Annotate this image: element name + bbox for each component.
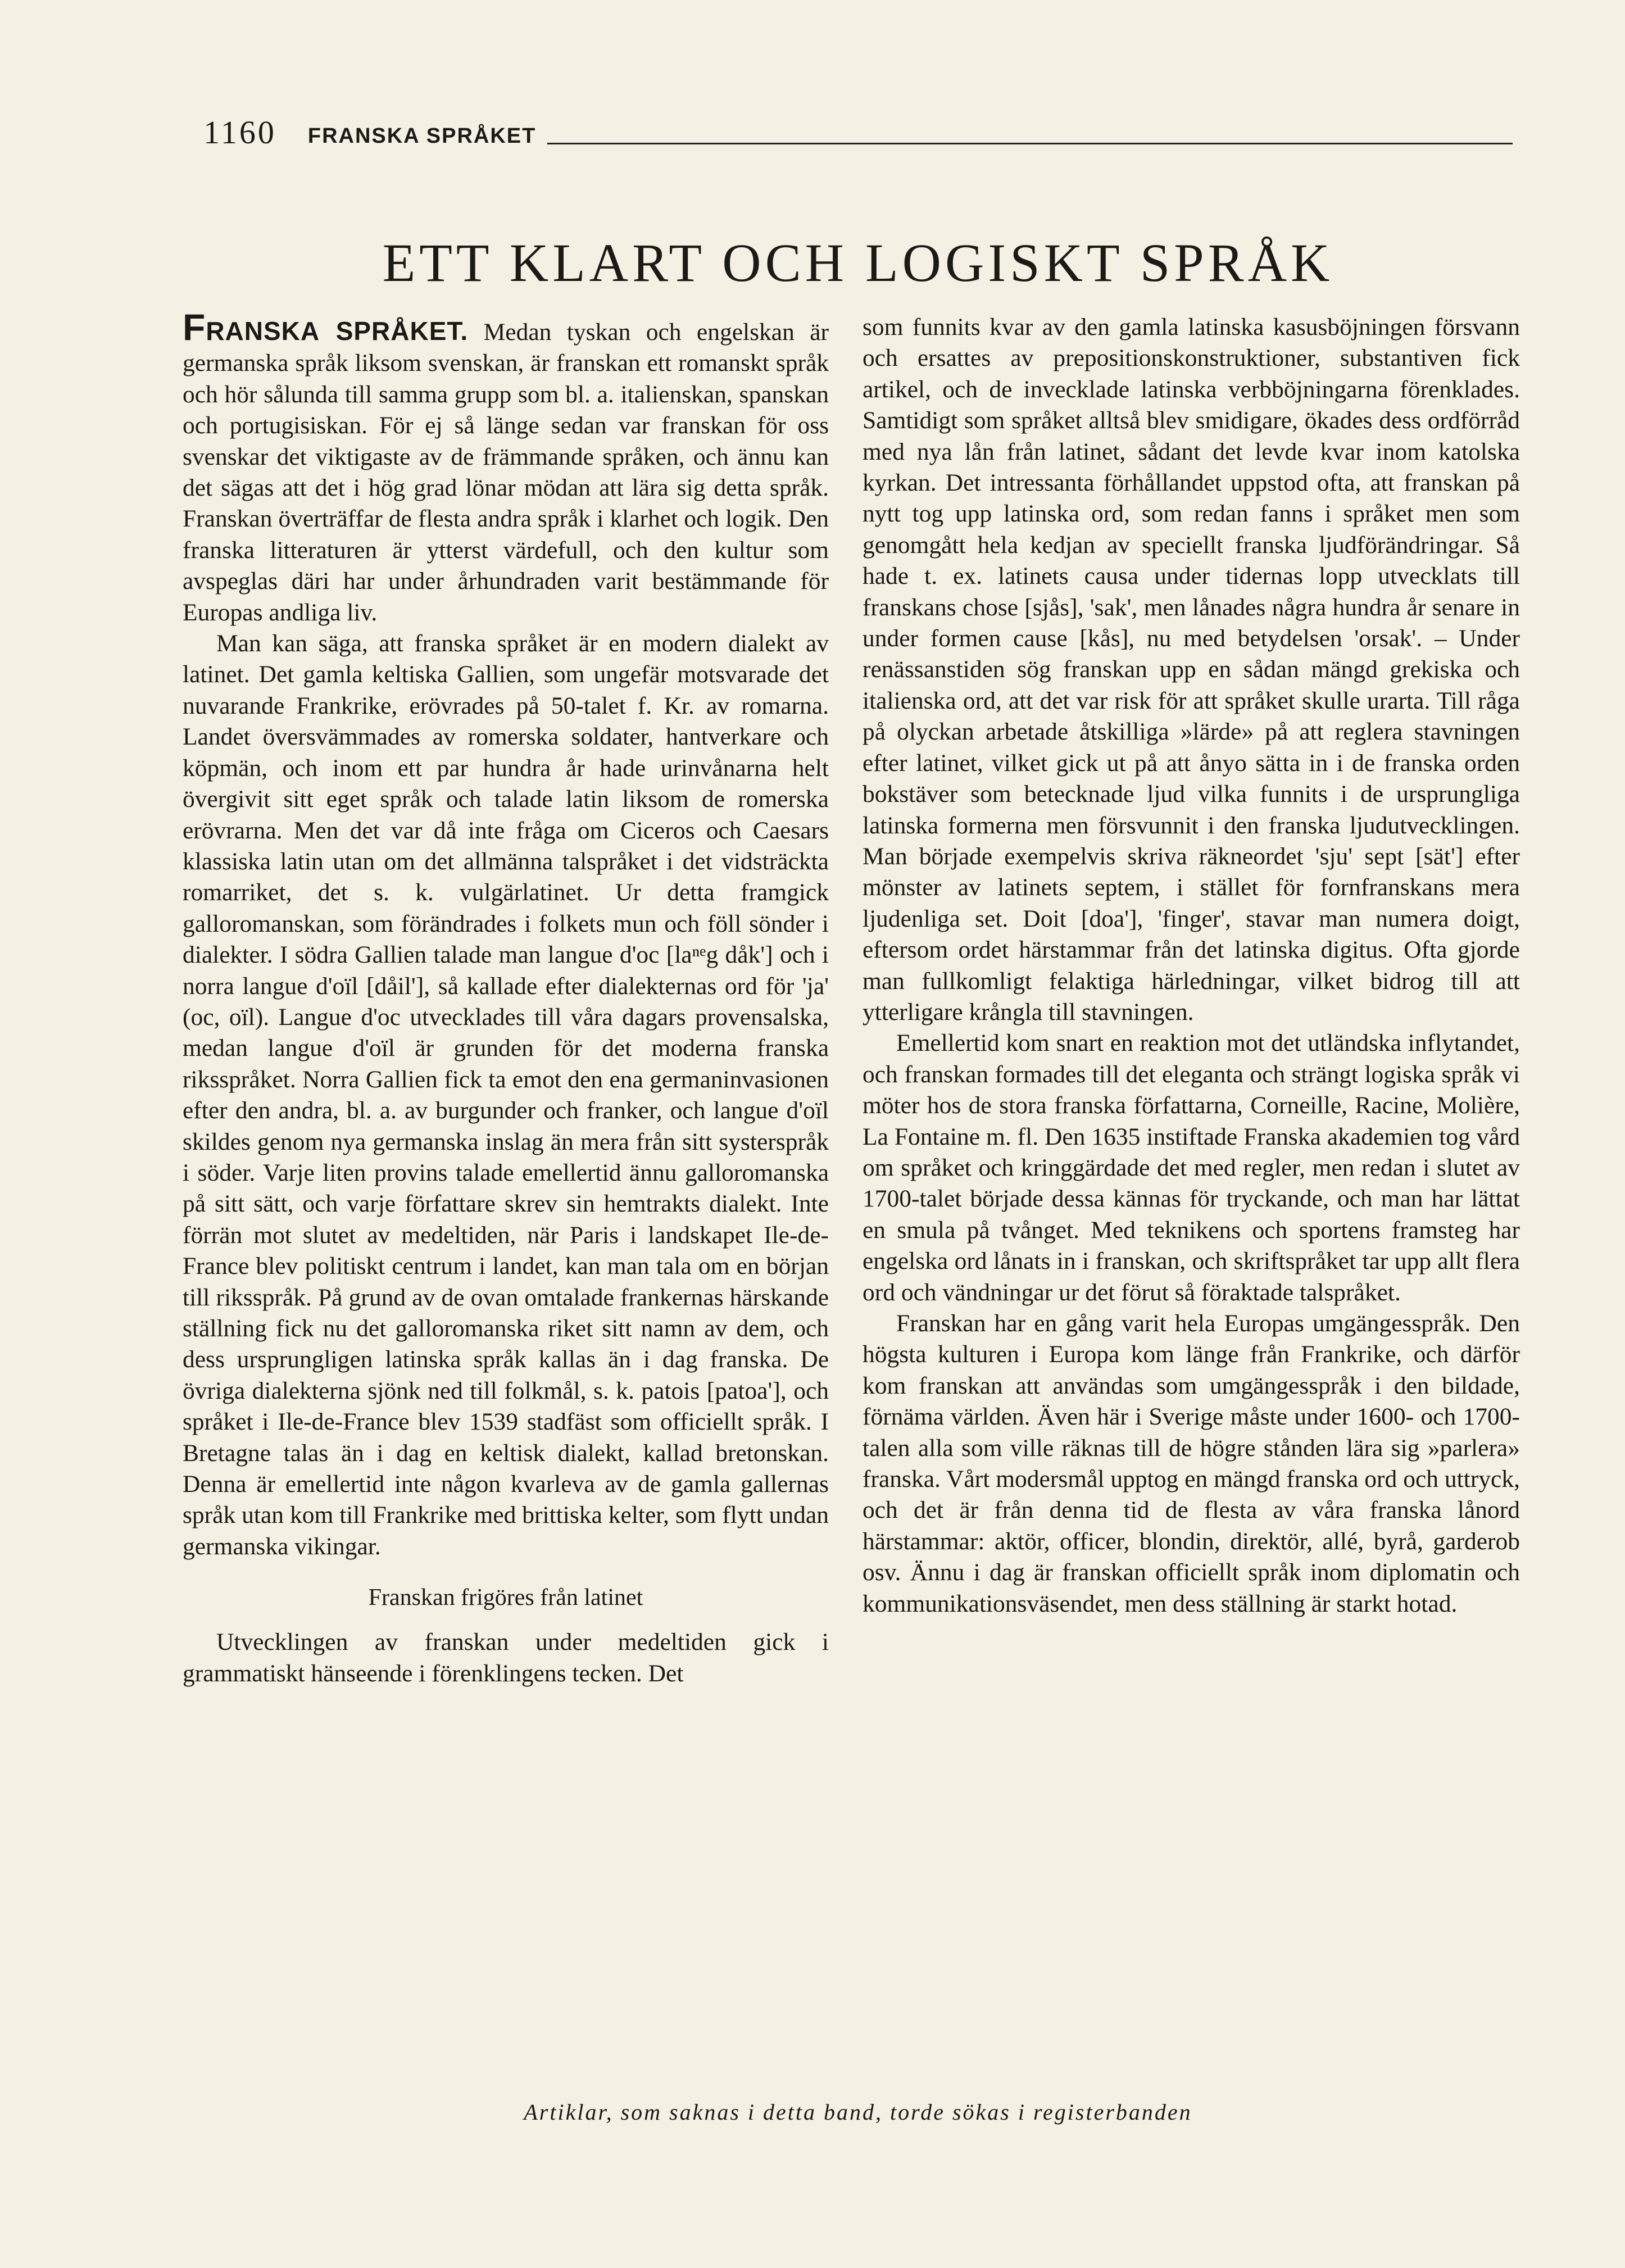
lead-word [183, 306, 469, 348]
lead-rest: RANSKA SPRÅKET. [206, 316, 469, 346]
lead-cap: F [183, 306, 206, 348]
running-title: FRANSKA SPRÅKET [307, 124, 537, 148]
left-paragraph-2: Man kan säga, att franska språket är en modern dialekt av latinet. Det gamla keltiska Gallien, som ungefär motsvarade det nuvarande Frankrike, erövrades på 50-talet f. Kr. av romarna. Landet översvämmades av romerska soldater, hantverkare och köpmän, och inom ett par hundra år hade urinvånarna helt övergivit sitt eget språk och talade latin liksom de romerska erövrarna. Men det var då inte fråga om Ciceros och Caesars klassiska latin utan om det allmänna talspråket i det vidsträckta romarriket, det s. k. vulgärlatinet. Ur detta framgick galloromanskan, som förändrades i folkets mun och föll sönder i dialekter. I södra Gallien talade man langue d'oc [laⁿᵉg dåk'] och i norra langue d'oïl [dåil'], så kallade efter dialekternas ord för 'ja' (oc, oïl). Langue d'oc utvecklades till våra dagars provensalska, medan langue d'oïl är grunden för det moderna franska riksspråket. Norra Gallien fick ta emot den ena germaninvasionen efter den andra, bl. a. av burgunder och franker, och langue d'oïl skildes genom nya germanska inslag än mera från sitt systerspråk i söder. Varje liten provins talade emellertid ännu galloromanska på sitt sätt, och varje författare skrev sin hemtrakts dialekt. Inte förrän mot slutet av medeltiden, när Paris i landskapet Ile-de-France blev politiskt centrum i landet, kan man tala om en början till riksspråk. På grund av de ovan omtalade frankernas härskande ställning fick nu det galloromanska riket sitt namn av dem, och dess ursprungligen latinska språk kallas än i dag franska. De övriga dialekterna sjönk ned till folkmål, s. k. patois [patoa'], och språket i Ile-de-France blev 1539 stadfäst som officiellt språk. I Bretagne talas än i dag en keltisk dialekt, kallad bretonskan. Denna är emellertid inte någon kvarleva av de gamla gallernas språk utan kom till Frankrike med brittiska kelter, som flytt undan germanska vikingar. [183, 630, 829, 1560]
page-heading: ETT KLART OCH LOGISKT SPRÅK [382, 233, 1334, 293]
subheading: Franskan frigöres från latinet [368, 1585, 643, 1611]
footer-note: Artiklar, som saknas i detta band, torde sökas i registerbanden [524, 2099, 1192, 2125]
right-paragraph-2: Emellertid kom snart en reaktion mot det utländska inflytandet, och franskan formades till det eleganta och strängt logiska språk vi möter hos de stora franska författarna, Corneille, Racine, Molière, La Fontaine m. fl. Den 1635 instiftade Franska akademien tog vård om språket och kringgärdade det med regler, men redan i slutet av 1700-talet började dessa kännas för tryckande, och man har lättat en smula på tvånget. Med teknikens och sportens framsteg har engelska ord lånats in i franskan, och skriftspråket tar upp allt flera ord och vändningar ur det förut så föraktade talspråket. [863, 1029, 1520, 1306]
right-paragraph-3: Franskan har en gång varit hela Europas umgängesspråk. Den högsta kulturen i Europa kom länge från Frankrike, och därför kom franskan att användas som umgängesspråk i den bildade, förnäma världen. Även här i Sverige måste under 1600- och 1700-talen alla som ville räknas till de högre stånden lära sig »parlera» franska. Vårt modersmål upptog en mängd franska ord och uttryck, och det är från denna tid de flesta av våra franska lånord härstammar: aktör, officer, blondin, direktör, allé, byrå, garderob osv. Ännu i dag är franskan officiellt språk inom diplomatin och kommunikationsväsendet, men dess ställning är starkt hotad. [863, 1310, 1520, 1617]
right-column [863, 312, 1520, 1620]
right-paragraph-1: som funnits kvar av den gamla latinska kasusböjningen försvann och ersattes av prepositionskonstruktioner, substantiven fick artikel, och de invecklade latinska verbböjningarna förenklades. Samtidigt som språket alltså blev smidigare, ökades dess ordförråd med nya lån från latinet, sådant det levde kvar inom katolska kyrkan. Det intressanta förhållandet uppstod ofta, att franskan på nytt tog upp latinska ord, som redan fanns i språket men som genomgått hela kedjan av speciellt franska ljudförändringar. Så hade t. ex. latinets causa under tidernas lopp utvecklats till franskans chose [sjås], 'sak', men lånades några hundra år senare in under formen cause [kås], nu med betydelsen 'orsak'. – Under renässanstiden sög franskan upp en sådan mängd grekiska och italienska ord, att det var risk för att språket skulle urarta. Till råga på olyckan arbetade åtskilliga »lärde» på att reglera stavningen efter latinet, vilket gick ut på att ånyo sätta in i de franska orden bokstäver som betecknade ljud vilka funnits i de ursprungliga latinska formerna men försvunnit i den franska ljudutvecklingen. Man började exempelvis skriva räkneordet 'sju' sept [sät'] efter mönster av latinets septem, i stället för fornfranskans mera ljudenliga set. Doit [doa'], 'finger', stavar man numera doigt, eftersom ordet härstammar från det latinska digitus. Ofta gjorde man fullkomligt felaktiga härledningar, vilket bidrog till att ytterligare krångla till stavningen. [863, 314, 1520, 1026]
left-column [183, 306, 829, 1689]
page-number: 1160 [203, 114, 276, 151]
header-rule [547, 143, 1513, 144]
running-head [203, 115, 1513, 149]
left-paragraph-1-text: Medan tyskan och engelskan är germanska språk liksom svenskan, är franskan ett romanskt språk och hör sålunda till samma grupp som bl. a. italienskan, spanskan och portugisiskan. För ej så länge sedan var franskan för oss svenskar det viktigaste av de främmande språken, och ännu kan det sägas att det i hög grad lönar mödan att lära sig detta språk. Franskan överträffar de flesta andra språk i klarhet och logik. Den franska litteraturen är ytterst värdefull, och den kultur som avspeglas däri har under århundraden varit bestämmande för Europas andliga liv. [183, 319, 829, 626]
left-paragraph-1 [183, 306, 829, 628]
left-paragraph-3: Utvecklingen av franskan under medeltiden gick i grammatiskt hänseende i förenklingens tecken. Det [183, 1629, 829, 1687]
